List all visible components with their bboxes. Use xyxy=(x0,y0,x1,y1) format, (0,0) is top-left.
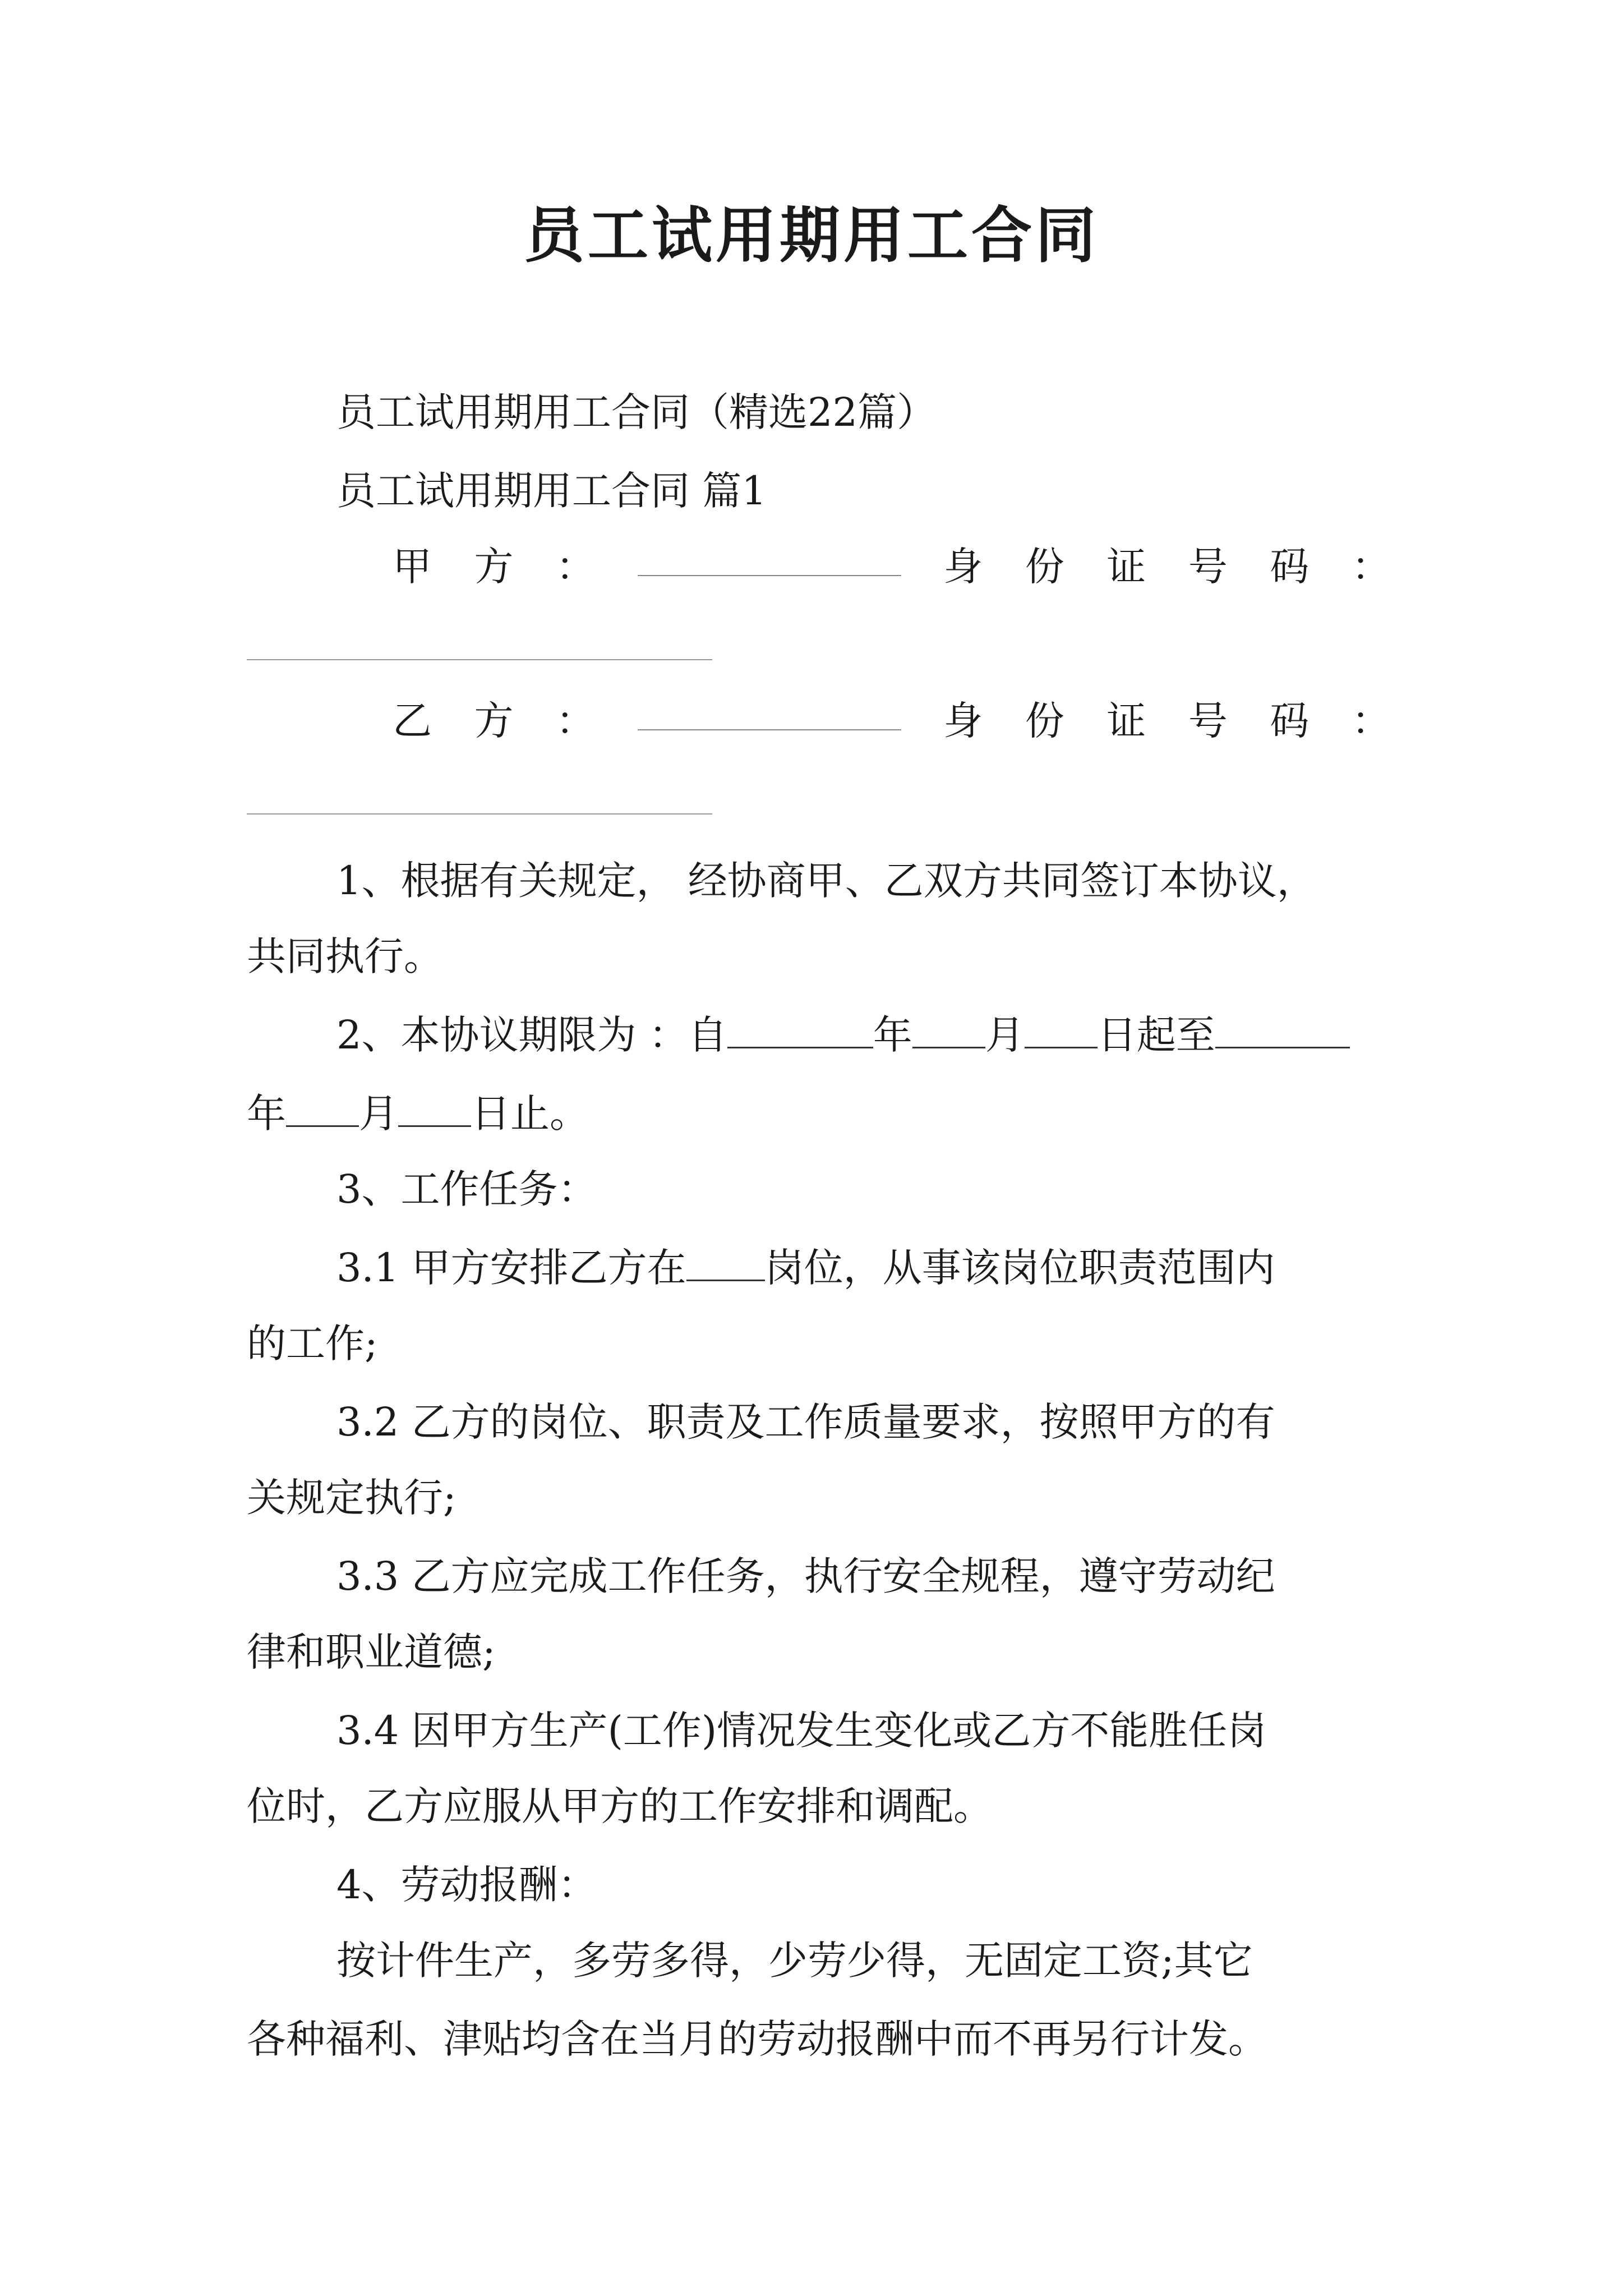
party-a-id-blank xyxy=(247,659,712,660)
end-year-blank xyxy=(1215,1012,1350,1048)
party-b-id-char: 身 xyxy=(943,698,983,744)
clause-3-4-line-1: 3.4 因甲方生产(工作)情况发生变化或乙方不能胜任岗 xyxy=(336,1708,1267,1754)
party-a-char: ： xyxy=(556,544,596,590)
start-month-blank xyxy=(912,1012,985,1048)
clause-2-line-1 xyxy=(336,1010,1391,1060)
end-day-blank xyxy=(398,1091,471,1127)
clause-3-1-text-cont: 岗位，从事该岗位职责范围内 xyxy=(764,1245,1275,1291)
party-a-char: 甲 xyxy=(393,544,432,590)
clause-4-line-2: 各种福利、津贴均含在当月的劳动报酬中而不再另行计发。 xyxy=(247,2016,1267,2062)
clause-4-line-1: 按计件生产，多劳多得，少劳少得，无固定工资;其它 xyxy=(336,1938,1253,1984)
section-heading: 员工试用期用工合同 篇1 xyxy=(336,468,767,514)
end-month-blank xyxy=(286,1091,359,1127)
party-a-id-char: 号 xyxy=(1188,544,1228,590)
party-b-char: ： xyxy=(556,698,596,744)
party-b-char: 方 xyxy=(474,698,514,744)
party-b-id-char: 码 xyxy=(1270,698,1310,744)
party-a-name-blank xyxy=(638,541,901,576)
month-label: 月 xyxy=(359,1091,398,1137)
party-a-id-char: 份 xyxy=(1025,544,1064,590)
party-b-row xyxy=(393,696,1391,746)
clause-3-heading: 3、工作任务： xyxy=(336,1166,597,1212)
clause-4-heading: 4、劳动报酬： xyxy=(336,1862,597,1908)
clause-2-text: 2、本协议期限为 ：自 xyxy=(336,1012,727,1058)
year-label: 年 xyxy=(873,1012,912,1058)
clause-3-3-line-2: 律和职业道德; xyxy=(247,1629,496,1675)
clause-3-4-line-2: 位时，乙方应服从甲方的工作安排和调配。 xyxy=(247,1783,993,1829)
party-b-id-char: ： xyxy=(1351,698,1391,744)
party-b-name-blank xyxy=(638,696,901,730)
clause-2-line-2 xyxy=(247,1088,1391,1139)
clause-3-3-line-1: 3.3 乙方应完成工作任务，执行安全规程，遵守劳动纪 xyxy=(336,1553,1275,1599)
party-a-char: 方 xyxy=(474,544,514,590)
year-label: 年 xyxy=(247,1091,286,1137)
clause-1-line-1: 1、根据有关规定， 经协商甲、乙双方共同签订本协议， xyxy=(336,858,1316,904)
party-b-char: 乙 xyxy=(393,698,432,744)
document-subtitle: 员工试用期用工合同（精选22篇） xyxy=(336,389,937,435)
month-label: 月 xyxy=(985,1012,1025,1058)
clause-3-1-line-1 xyxy=(336,1243,1391,1293)
start-year-blank xyxy=(727,1012,873,1048)
party-b-id-char: 证 xyxy=(1106,698,1146,744)
party-a-id-char: 身 xyxy=(943,544,983,590)
party-a-row xyxy=(393,541,1391,592)
day-end-label: 日止。 xyxy=(471,1091,589,1137)
party-a-id-char: 证 xyxy=(1106,544,1146,590)
clause-3-1-text: 3.1 甲方安排乙方在 xyxy=(336,1245,686,1291)
day-to-label: 日起至 xyxy=(1097,1012,1215,1058)
clause-1-line-2: 共同执行。 xyxy=(247,933,443,979)
party-b-id-char: 份 xyxy=(1025,698,1064,744)
document-title: 员工试用期用工合同 xyxy=(523,200,1099,271)
party-b-id-blank xyxy=(247,813,712,815)
start-day-blank xyxy=(1025,1012,1098,1048)
party-a-id-char: 码 xyxy=(1270,544,1310,590)
party-a-id-char: ： xyxy=(1351,544,1391,590)
party-b-id-char: 号 xyxy=(1188,698,1228,744)
clause-3-1-line-2: 的工作; xyxy=(247,1320,378,1366)
clause-3-2-line-1: 3.2 乙方的岗位、职责及工作质量要求，按照甲方的有 xyxy=(336,1399,1275,1445)
position-blank xyxy=(686,1245,765,1281)
clause-3-2-line-2: 关规定执行; xyxy=(247,1475,457,1521)
